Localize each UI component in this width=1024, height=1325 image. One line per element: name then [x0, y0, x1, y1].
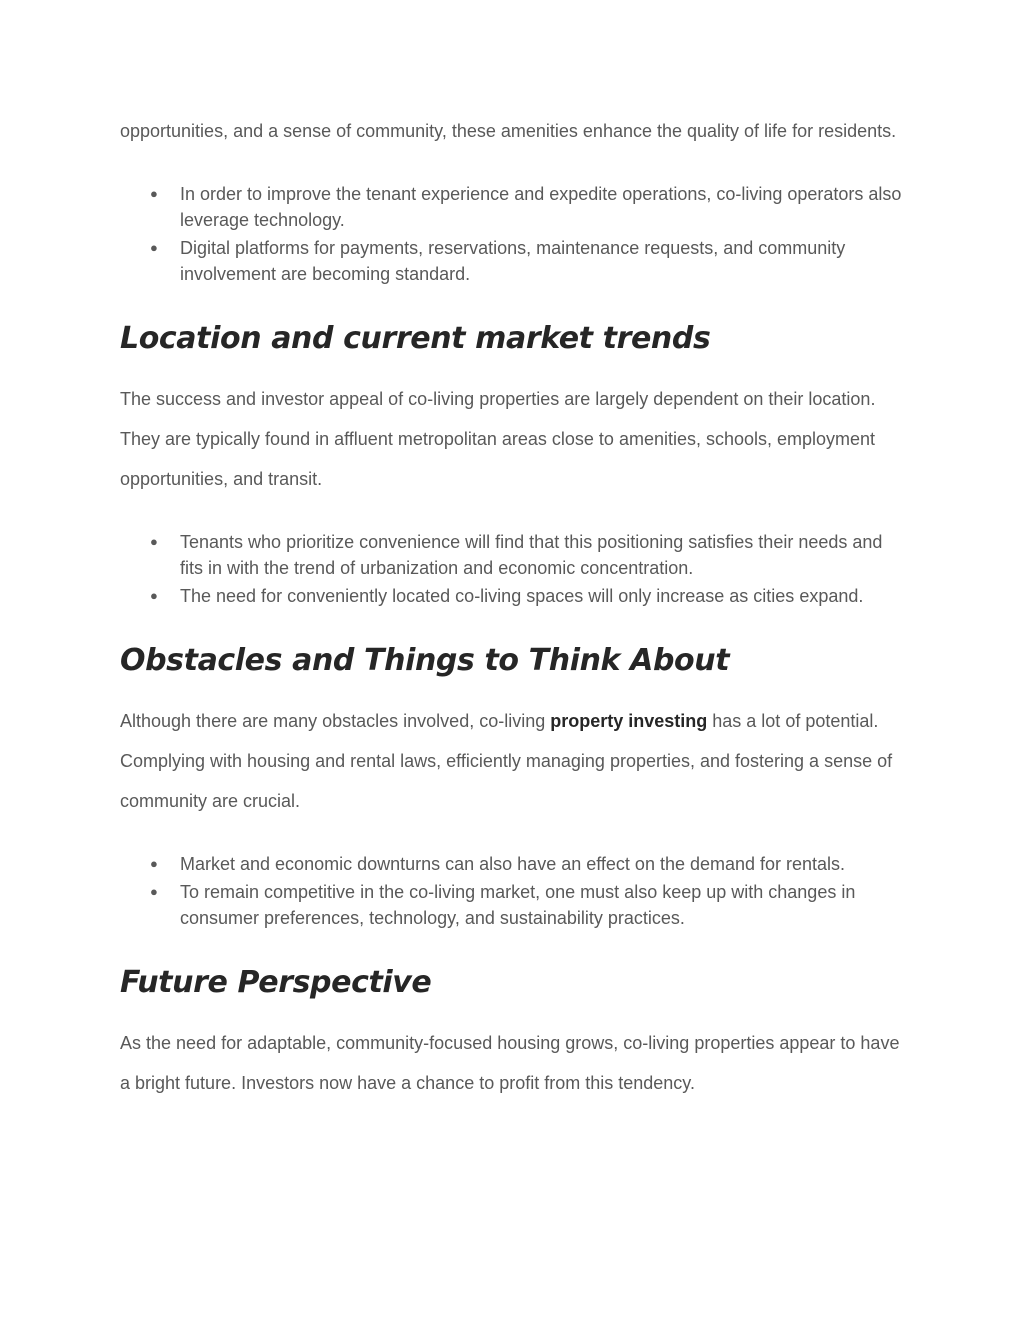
bullet-icon: ● [150, 186, 158, 201]
list-item [120, 879, 910, 931]
list-item-text: The need for conveniently located co-living spaces will only increase as cities expand. [180, 586, 864, 606]
list-item-text: Tenants who prioritize convenience will find that this positioning satisfies their needs and fits in with the trend of urbanization and economic concentration. [180, 532, 883, 578]
obstacles-paragraph [120, 701, 910, 821]
list-item [120, 583, 910, 609]
obstacles-paragraph-start: Although there are many obstacles involved, co-living [120, 711, 551, 731]
bullet-icon: ● [150, 240, 158, 255]
bullet-icon: ● [150, 534, 158, 549]
list-item [120, 181, 910, 233]
list-item [120, 529, 910, 581]
bullet-icon: ● [150, 588, 158, 603]
future-paragraph: As the need for adaptable, community-focused housing grows, co-living properties appear to have a bright future. Investors now have a chance to profit from this tendency. [120, 1033, 900, 1093]
section-heading-obstacles: Obstacles and Things to Think About [120, 643, 730, 678]
list-item-text: In order to improve the tenant experience and expedite operations, co-living operators also leverage technology. [180, 184, 902, 230]
section-heading-location: Location and current market trends [120, 321, 711, 356]
location-paragraph: The success and investor appeal of co-living properties are largely dependent on their location. They are typically found in affluent metropolitan areas close to amenities, schools, employment opportunities, and transit. [120, 389, 876, 489]
list-item-text: To remain competitive in the co-living market, one must also keep up with changes in consumer preferences, technology, and sustainability practices. [180, 882, 856, 928]
bullet-icon: ● [150, 856, 158, 871]
obstacles-bullet-list [120, 851, 910, 931]
property-investing-emphasis: property investing [550, 711, 708, 731]
list-item-text: Digital platforms for payments, reservations, maintenance requests, and community involvement are becoming standard. [180, 238, 846, 284]
location-bullet-list [120, 529, 910, 609]
section-heading-future: Future Perspective [120, 965, 432, 1000]
list-item [120, 235, 910, 287]
bullet-icon: ● [150, 884, 158, 899]
intro-paragraph: opportunities, and a sense of community, these amenities enhance the quality of life for residents. [120, 121, 897, 141]
list-item [120, 851, 910, 877]
intro-bullet-list [120, 181, 910, 287]
obstacles-paragraph-end: has a lot of potential. Complying with housing and rental laws, efficiently managing properties, and fostering a sense of community are crucial. [120, 711, 893, 811]
document-body [120, 111, 910, 1103]
list-item-text: Market and economic downturns can also have an effect on the demand for rentals. [180, 854, 846, 874]
